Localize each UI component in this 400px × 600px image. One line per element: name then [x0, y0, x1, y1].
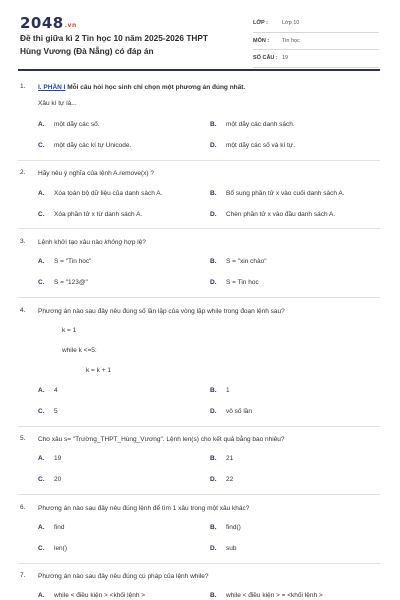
option-c[interactable]: [38, 279, 88, 286]
question-number: 4.: [20, 307, 26, 314]
option-d[interactable]: [210, 279, 259, 286]
option-text: một dãy các kí tự Unicode.: [54, 142, 132, 149]
meta-label: MÔN :: [253, 37, 270, 44]
option-d[interactable]: [210, 142, 295, 149]
option-text: 1: [226, 387, 230, 394]
option-text: S = Tin hoc: [226, 279, 259, 286]
option-d[interactable]: [210, 545, 236, 552]
option-text: find: [54, 524, 65, 531]
header-divider: [18, 69, 380, 71]
meta-row-class: [253, 15, 379, 33]
question-number: 1.: [20, 83, 26, 90]
question-text: Phương án nào sau đây nêu đúng lệnh để tìm 1 xâu trong một xâu khác?: [38, 505, 250, 512]
option-d[interactable]: [210, 211, 335, 218]
option-b[interactable]: [210, 190, 345, 197]
option-text: sub: [226, 545, 237, 552]
option-letter: A.: [38, 524, 45, 531]
option-letter: B.: [210, 524, 217, 531]
option-d[interactable]: [210, 408, 252, 415]
option-c[interactable]: [38, 211, 142, 218]
option-text: 22: [226, 476, 234, 483]
option-b[interactable]: [210, 524, 241, 531]
logo-suffix: .vn: [64, 22, 77, 29]
option-letter: A.: [38, 190, 45, 197]
option-letter: D.: [210, 476, 217, 483]
question-text-emphasis: không: [104, 239, 123, 246]
question-text-part: Lệnh khởi tạo xâu nào: [38, 239, 105, 246]
option-b[interactable]: [210, 258, 267, 265]
option-text: S = "Tin hoc": [54, 258, 92, 265]
option-letter: C.: [38, 279, 45, 286]
option-letter: C.: [38, 408, 45, 415]
question-separator: [18, 426, 380, 427]
option-letter: A.: [38, 121, 45, 128]
option-text: S = "xin chào": [226, 258, 267, 265]
option-letter: C.: [38, 476, 45, 483]
option-text: 20: [54, 476, 62, 483]
option-letter: B.: [210, 455, 217, 462]
option-letter: A.: [38, 258, 45, 265]
option-text: vô số lần: [226, 408, 253, 415]
question-text: [38, 238, 383, 247]
page-header: [0, 0, 400, 68]
option-text: find(): [226, 524, 241, 531]
option-letter: A.: [38, 387, 45, 394]
code-line: while k <=5:: [62, 347, 97, 354]
question-separator: [18, 297, 380, 298]
option-c[interactable]: [38, 476, 61, 483]
option-text: Xóa toàn bộ dữ liệu của danh sách A.: [54, 190, 163, 197]
meta-value: 19: [282, 55, 289, 62]
option-b[interactable]: [210, 387, 230, 394]
meta-value: Lớp 10: [282, 20, 300, 27]
option-letter: D.: [210, 408, 217, 415]
logo-text: 2048: [20, 14, 64, 32]
meta-label: SỐ CÂU :: [253, 55, 278, 62]
question-separator: [18, 494, 380, 495]
option-letter: B.: [210, 592, 217, 599]
meta-row-subject: [253, 33, 379, 51]
meta-label: LỚP :: [253, 20, 268, 27]
question-number: 6.: [20, 504, 26, 511]
option-text: một dãy các số.: [54, 121, 100, 128]
option-a[interactable]: [38, 592, 145, 599]
option-text: 4: [54, 387, 58, 394]
option-b[interactable]: [210, 592, 323, 599]
part-heading: I. PHẦN I: [38, 84, 66, 91]
option-a[interactable]: [38, 387, 58, 394]
question-stem: Xâu kí tự là...: [38, 100, 77, 107]
meta-table: [253, 15, 379, 68]
option-text: 5: [54, 408, 58, 415]
code-line: k = k + 1: [86, 367, 111, 374]
question-number: 2.: [20, 169, 26, 176]
part-instruction: Mỗi câu hỏi học sinh chỉ chọn một phương án đúng nhất.: [67, 84, 246, 91]
option-d[interactable]: [210, 476, 233, 483]
option-text: 21: [226, 455, 234, 462]
question-text: Cho xâu s= "Trường_THPT_Hùng_Vương". Lệnh len(s) cho kết quả bằng bao nhiêu?: [38, 436, 285, 443]
option-text: while < điều kiện > = <khối lệnh >: [226, 592, 323, 599]
option-b[interactable]: [210, 455, 233, 462]
code-line: k = 1: [62, 327, 77, 334]
document-title: Đề thi giữa kì 2 Tin học 10 năm 2025-2026 THPT Hùng Vương (Đà Nẵng) có đáp án: [20, 33, 208, 56]
meta-value: Tin học: [282, 37, 300, 44]
question-text: [38, 83, 383, 92]
option-letter: D.: [210, 545, 217, 552]
option-letter: C.: [38, 545, 45, 552]
option-text: Xóa phần tử x từ danh sách A.: [54, 211, 143, 218]
question-separator: [18, 228, 380, 229]
question-number: 7.: [20, 572, 26, 579]
option-a[interactable]: [38, 524, 64, 531]
option-a[interactable]: [38, 258, 91, 265]
question-separator: [18, 563, 380, 564]
question-number: 3.: [20, 238, 26, 245]
option-letter: D.: [210, 142, 217, 149]
option-text: Bổ sung phần tử x vào cuối danh sách A.: [226, 190, 345, 197]
option-text: S = "123@": [54, 279, 88, 286]
site-logo[interactable]: [20, 14, 77, 32]
option-letter: A.: [38, 592, 45, 599]
question-text: Phương án nào sau đây nêu đúng số lần lặp của vòng lặp while trong đoạn lệnh sau?: [38, 308, 285, 315]
question-separator: [18, 160, 380, 161]
option-letter: C.: [38, 211, 45, 218]
option-a[interactable]: [38, 190, 162, 197]
option-b[interactable]: [210, 121, 295, 128]
option-c[interactable]: [38, 545, 67, 552]
option-a[interactable]: [38, 455, 61, 462]
question-number: 5.: [20, 435, 26, 442]
question-text-part: hợp lệ?: [122, 239, 146, 246]
option-text: 19: [54, 455, 62, 462]
question-text: Hãy nêu ý nghĩa của lệnh A.remove(x) ?: [38, 170, 154, 177]
option-text: len(): [54, 545, 68, 552]
option-letter: A.: [38, 455, 45, 462]
option-text: while < điều kiện > <khối lệnh >: [54, 592, 146, 599]
meta-row-count: [253, 50, 379, 68]
option-letter: D.: [210, 279, 217, 286]
option-letter: B.: [210, 190, 217, 197]
option-letter: C.: [38, 142, 45, 149]
option-c[interactable]: [38, 408, 58, 415]
question-text: Phương án nào sau đây nêu đúng cú pháp của lệnh while?: [38, 573, 209, 580]
option-letter: B.: [210, 258, 217, 265]
option-letter: B.: [210, 387, 217, 394]
option-c[interactable]: [38, 142, 131, 149]
option-text: một dãy các số và kí tự.: [226, 142, 296, 149]
option-text: một dãy các danh sách.: [226, 121, 295, 128]
option-letter: D.: [210, 211, 217, 218]
option-text: Chèn phần tử x vào đầu danh sách A.: [226, 211, 336, 218]
option-letter: B.: [210, 121, 217, 128]
option-a[interactable]: [38, 121, 100, 128]
